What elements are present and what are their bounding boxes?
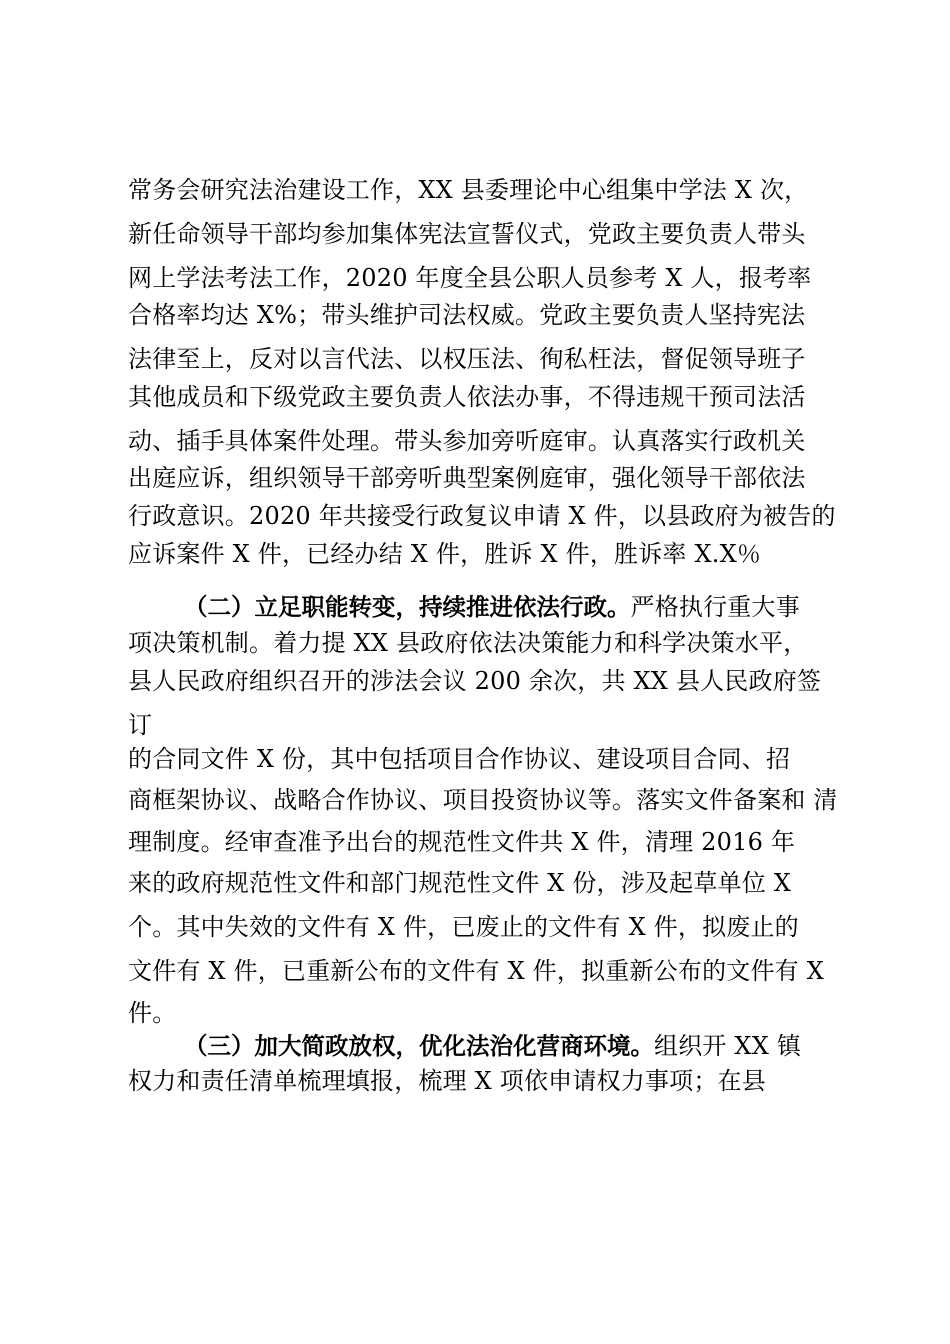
paragraph-line: 来的政府规范性文件和部门规范性文件 X 份，涉及起草单位 X: [128, 869, 792, 897]
section-2-heading: （二）立足职能转变，持续推进依法行政。: [184, 593, 631, 621]
paragraph-line: 的合同文件 X 份，其中包括项目合作协议、建设项目合同、招: [128, 745, 791, 773]
paragraph-line: 商框架协议、战略合作协议、项目投资协议等。落实文件备案和 清: [128, 786, 838, 814]
paragraph-line: 件。: [128, 999, 177, 1027]
paragraph-line: 行政意识。2020 年共接受行政复议申请 X 件，以县政府为被告的: [128, 502, 836, 530]
paragraph-line: 其他成员和下级党政主要负责人依法办事，不得违规干预司法活: [128, 383, 806, 411]
paragraph-line: 出庭应诉，组织领导干部旁听典型案例庭审，强化领导干部依法: [128, 464, 806, 492]
paragraph-line: 文件有 X 件，已重新公布的文件有 X 件，拟重新公布的文件有 X: [128, 957, 825, 985]
paragraph-line: 县人民政府组织召开的涉法会议 200 余次，共 XX 县人民政府签: [128, 667, 822, 695]
paragraph-line: 应诉案件 X 件，已经办结 X 件，胜诉 X 件，胜诉率 X.X％: [128, 540, 762, 568]
paragraph-line: 网上学法考法工作，2020 年度全县公职人员参考 X 人，报考率: [128, 264, 812, 292]
section-3-first-line: [184, 1030, 801, 1062]
paragraph-line: 新任命领导干部均参加集体宪法宣誓仪式，党政主要负责人带头: [128, 220, 806, 248]
section-3-heading: （三）加大简政放权，优化法治化营商环境。: [184, 1032, 654, 1060]
paragraph-line: 理制度。经审查准予出台的规范性文件共 X 件，清理 2016 年: [128, 828, 796, 856]
section-2-first-line: [184, 591, 800, 623]
paragraph-line: 动、插手具体案件处理。带头参加旁听庭审。认真落实行政机关: [128, 427, 806, 455]
paragraph-line: 权力和责任清单梳理填报，梳理 X 项依申请权力事项；在县: [128, 1067, 766, 1095]
paragraph-line: 项决策机制。着力提 XX 县政府依法决策能力和科学决策水平，: [128, 629, 808, 657]
section-2-first-line-text: 严格执行重大事: [630, 593, 800, 621]
paragraph-line: 订: [128, 711, 153, 739]
paragraph-line: 法律至上，反对以言代法、以权压法、徇私枉法，督促领导班子: [128, 345, 806, 373]
paragraph-line: 常务会研究法治建设工作，XX 县委理论中心组集中学法 X 次，: [128, 176, 809, 204]
paragraph-line: 合格率均达 X%；带头维护司法权威。党政主要负责人坚持宪法: [128, 301, 806, 329]
paragraph-line: 个。其中失效的文件有 X 件，已废止的文件有 X 件，拟废止的: [128, 913, 799, 941]
section-3-first-line-text: 组织开 XX 镇: [654, 1032, 802, 1060]
